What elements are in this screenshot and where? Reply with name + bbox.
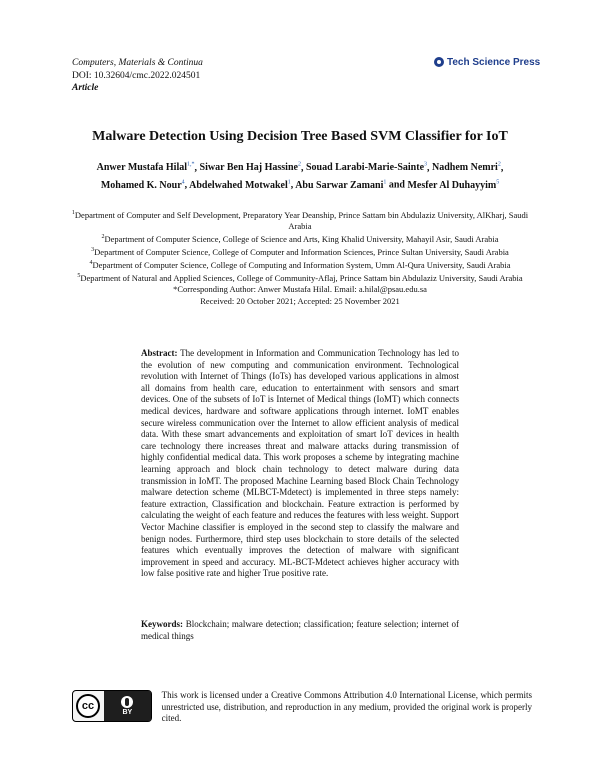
journal-name: Computers, Materials & Continua bbox=[72, 58, 203, 68]
author: Souad Larabi-Marie-Sainte$^3$ bbox=[305, 162, 428, 174]
cc-by-badge[interactable] bbox=[72, 690, 152, 722]
license-block bbox=[72, 690, 532, 725]
author-list: Anwer Mustafa Hilal$^{1,*}$, Siwar Ben Haj Hassine$^2$, Souad Larabi-Marie-Sainte$^3$, Nadhem Nemri$^2$, Mohamed K. Nour$^4$, Abdelwahed Motwakel$^1$, Abu Sarwar Zamani$^1$ and Mesfer Al Duhayyim$^5$ bbox=[96, 162, 504, 191]
affiliation: $^1$Department of Computer and Self Development, Preparatory Year Deanship, Prince Sattam bin Abdulaziz University, AlKharj, Saudi Arabia bbox=[71, 209, 529, 232]
affiliation: $^2$Department of Computer Science, College of Science and Arts, King Khalid University, Mahayil Asir, Saudi Arabia bbox=[101, 234, 499, 245]
author: Abdelwahed Motwakel$^1$ bbox=[189, 179, 291, 191]
paper-title: Malware Detection Using Decision Tree Based SVM Classifier for IoT bbox=[92, 129, 508, 144]
article-type: Article bbox=[72, 83, 99, 93]
corresponding-author: *Corresponding Author: Anwer Mustafa Hilal. Email: a.hilal@psau.edu.sa bbox=[173, 284, 427, 295]
publisher-logo-icon bbox=[434, 57, 444, 67]
by-section bbox=[104, 691, 151, 721]
received-accepted-dates: Received: 20 October 2021; Accepted: 25 November 2021 bbox=[200, 295, 400, 306]
affiliation: $^3$Department of Computer Science, College of Computer and Information Sciences, Prince Sultan University, Saudi Arabia bbox=[91, 247, 509, 258]
abstract bbox=[141, 348, 459, 580]
affiliations bbox=[66, 208, 534, 307]
author: Mohamed K. Nour$^4$ bbox=[100, 179, 185, 191]
keywords-text: Blockchain; malware detection; classification; feature selection; internet of medical things bbox=[141, 619, 460, 641]
by-label: BY bbox=[122, 709, 133, 716]
affiliation: $^5$Department of Natural and Applied Sciences, College of Community-Aflaj, Prince Sattam bin Abdulaziz University, Saudi Arabia bbox=[77, 273, 523, 284]
journal-header bbox=[72, 57, 203, 95]
doi[interactable]: DOI: 10.32604/cmc.2022.024501 bbox=[72, 70, 201, 81]
affiliation: $^4$Department of Computer Science, College of Computing and Information System, Umm Al-Qura University, Saudi Arabia bbox=[89, 260, 511, 271]
publisher-logo bbox=[434, 54, 540, 70]
cc-icon: cc bbox=[76, 694, 100, 718]
abstract-label: Abstract: bbox=[141, 348, 178, 358]
publisher-name: Tech Science Press bbox=[447, 56, 541, 68]
abstract-text: The development in Information and Communication Technology has led to the evolution of new computing and communication environment. Technological revolution with Internet of Things (IoTs) has developed various applications in almost all domains from health care, education to entertainment with sensors and smart devices. One of the subsets of IoT is Internet of Medical things (IoMT) which connects medical devices, hardware and software applications through internet. IoMT enables secure wireless communication over the Internet to allow efficient analysis of medical data. With these smart advancements and exploitation of smart IoT devices in health care technology there increases threat and malware attacks during transmission of highly confidential medical data. This work proposes a scheme by integrating machine learning approach and block chain technology to detect malware during data transmission in IoMT. The proposed Machine Learning based Block Chain Technology malware detection scheme (MLBCT-Mdetect) is implemented in three steps namely: feature extraction, Classification and blockchain. Feature extraction is performed by calculating the weight of each feature and reduces the features with less weight. Support Vector Machine classifier is employed in the second step to classify the malware and benign nodes. Furthermore, third step uses blockchain to store details of the selected features which eventually improves the detection of malware with significant improvement in speed and accuracy. ML-BCT-Mdetect achieves higher accuracy with low false positive rate and higher True positive rate. bbox=[141, 348, 459, 579]
author: Nadhem Nemri$^2$ bbox=[432, 162, 501, 174]
author: Siwar Ben Haj Hassine$^2$ bbox=[199, 162, 301, 174]
keywords bbox=[141, 619, 459, 642]
author: Anwer Mustafa Hilal$^{1,*}$ bbox=[96, 162, 195, 174]
author: Abu Sarwar Zamani$^1$ bbox=[295, 179, 387, 191]
license-text: This work is licensed under a Creative Commons Attribution 4.0 International License, which permits unrestricted use, distribution, and reproduction in any medium, provided the original work is properly cited. bbox=[161, 690, 532, 724]
keywords-label: Keywords: bbox=[141, 619, 183, 629]
author: Mesfer Al Duhayyim$^5$ bbox=[407, 179, 500, 191]
attribution-person-icon bbox=[121, 696, 133, 708]
